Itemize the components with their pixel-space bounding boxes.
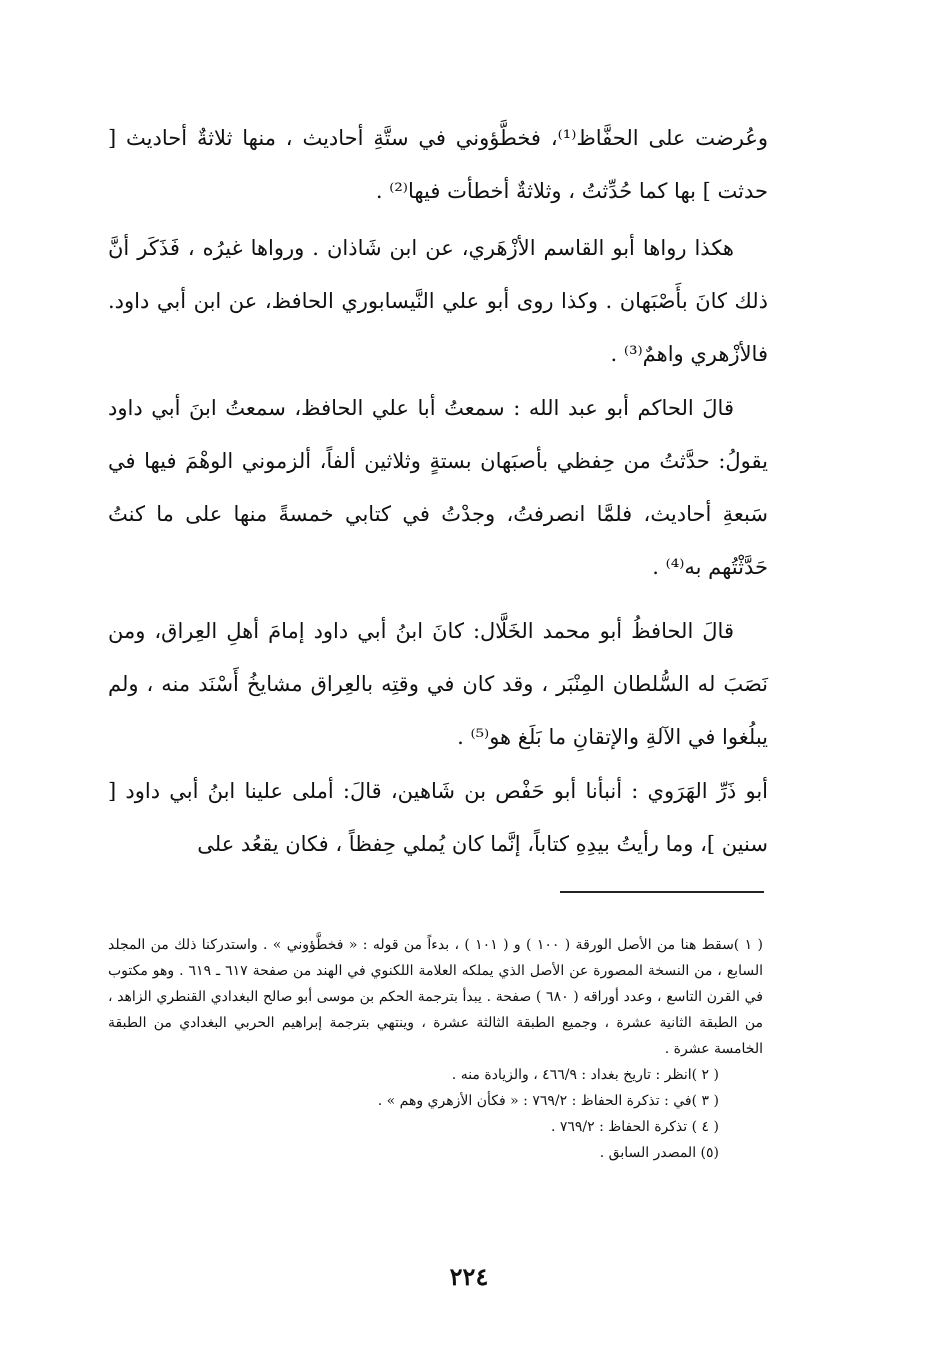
main-paragraph [108,382,768,594]
paragraph-text: أبو ذَرِّ الهَرَوي : أنبأنا أبو حَفْص بن شَاهين، قالَ: أملى علينا ابنُ أبي داود [ سنين ]، وما رأيتُ بيدِهِ كتاباً، إنَّما كان يُملي حِفظاً ، فكان يقعُد على [108,779,768,856]
footnote-separator [560,891,764,893]
footnote: ( ٢ )انظر : تاريخ بغداد : ٤٦٦/٩ ، والزيادة منه . [451,1067,719,1083]
footnote: ( ١ )سقط هنا من الأصل الورقة ( ١٠٠ ) و ( ١٠١ ) ، بدءاً من قوله : « فخطَّؤوني » . واستدركنا ذلك من المجلد السابع ، من النسخة المصورة عن الأصل الذي يملكه العلامة اللكنوي في الهند من صفحة ٦١٧ ـ ٦١٩ . وهو مكتوب في القرن التاسع ، وعدد أوراقه ( ٦٨٠ ) صفحة . يبدأ بترجمة الحكم بن موسى أبو صالح البغدادي القنطري الزاهد ، من الطبقة الثانية عشرة ، وجميع الطبقة الثالثة عشرة ، وينتهي بترجمة إبراهيم الحربي البغدادي من الطبقة الخامسة عشرة . [108,937,763,1057]
footnotes-section [108,932,763,1166]
main-paragraph [108,222,768,381]
main-paragraph [108,765,768,871]
paragraph-text: هكذا رواها أبو القاسم الأزْهَري، عن ابن شَاذان . ورواها غيرُه ، فَذَكَر أنَّ ذلك كانَ بأَصْبَهان . وكذا روى أبو علي النَّيسابوري الحافظ، عن ابن أبي داود. فالأزْهري واهمٌ⁽³⁾ . [108,236,768,366]
paragraph-text: قالَ الحاكم أبو عبد الله : سمعتُ أبا علي الحافظ، سمعتُ ابنَ أبي داود يقولُ: حدَّثتُ من حِفظي بأصبَهان بستةٍ وثلاثين ألفاً، ألزموني الوهْمَ فيها في سَبعةِ أحاديث، فلمَّا انصرفتُ، وجدْتُ في كتابي خمسةً منها على ما كنتُ حَدَّثْتُهم به⁽⁴⁾ . [108,396,768,579]
footnote: ( ٤ ) تذكرة الحفاظ : ٧٦٩/٢ . [550,1119,719,1135]
main-paragraph [108,605,768,764]
page-number: ٢٢٤ [449,1262,489,1291]
paragraph-text: قالَ الحافظُ أبو محمد الخَلَّال: كانَ ابنُ أبي داود إمامَ أهلِ العِراق، ومن نَصَبَ له السُّلطان المِنْبَر ، وقد كان في وقتِه بالعِراق مشايخُ أَسْنَد منه ، ولم يبلُغوا في الآلةِ والإتقانِ ما بَلَغ هو⁽⁵⁾ . [108,619,768,749]
footnote: ( ٣ )في : تذكرة الحفاظ : ٧٦٩/٢ : « فكأن الأزهري وهم » . [377,1093,719,1109]
main-paragraph [108,112,768,218]
paragraph-text: وعُرضت على الحفَّاظ⁽¹⁾، فخطَّؤوني في ستَّةِ أحاديث ، منها ثلاثةٌ أحاديث [ حدثت ] بها كما حُدِّثتُ ، وثلاثةٌ أخطأت فيها⁽²⁾ . [108,126,768,203]
footnote: (٥) المصدر السابق . [599,1145,719,1161]
